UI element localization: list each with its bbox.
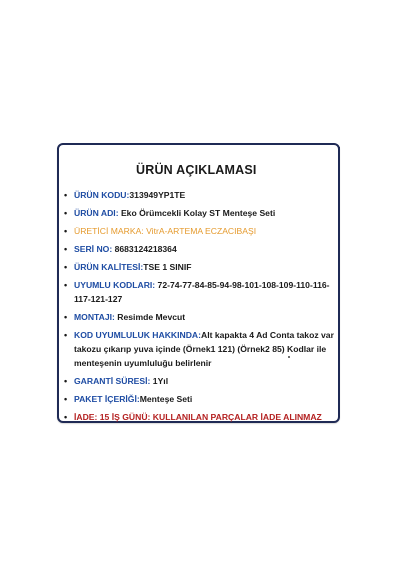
bullet-icon: • <box>64 312 68 322</box>
bullet-icon: • <box>64 394 68 404</box>
card-title: ÜRÜN AÇIKLAMASI <box>136 163 257 177</box>
spec-value: 72-74-77-84-85-94-98-101-108-109-110-116-117-121-127 <box>74 280 330 304</box>
spec-value: Alt kapakta 4 Ad Conta takoz var takozu çıkarıp yuva içinde (Örnek1 121) (Örnek2 85) Kodlar ile menteşenin uyumluluğu belirlenir <box>74 330 334 368</box>
spec-key: ÜRÜN KALİTESİ: <box>74 262 144 272</box>
list-item-product-code <box>64 188 336 202</box>
list-item-return-policy <box>64 410 336 424</box>
list-item-warranty <box>64 374 336 388</box>
spec-key: KOD UYUMLULUK HAKKINDA: <box>74 330 201 340</box>
list-item-package-contents <box>64 392 336 406</box>
spec-value: Resimde Mevcut <box>114 312 186 322</box>
spec-value: Menteşe Seti <box>139 394 193 404</box>
spec-key: İADE: 15 İŞ GÜNÜ: <box>74 412 151 422</box>
spec-value: TSE 1 SINIF <box>143 262 192 272</box>
spec-key: MONTAJI: <box>74 312 115 322</box>
list-item-product-name <box>64 206 336 220</box>
spec-key: UYUMLU KODLARI: <box>74 280 156 290</box>
list-item-code-compatibility <box>64 328 336 370</box>
list-item-product-quality <box>64 260 336 274</box>
bullet-icon: • <box>64 208 68 218</box>
spec-value: 8683124218364 <box>112 244 177 254</box>
list-item-manufacturer-brand <box>64 224 336 238</box>
bullet-icon: • <box>64 262 68 272</box>
spec-value: VitrA-ARTEMA ECZACIBAŞI <box>143 226 257 236</box>
spec-value: 313949YP1TE <box>129 190 186 200</box>
bullet-icon: • <box>64 412 68 422</box>
spec-list <box>64 188 336 428</box>
bullet-icon: • <box>64 330 68 340</box>
spec-key: ÜRETİCİ MARKA: <box>74 226 144 236</box>
spec-key: ÜRÜN ADI: <box>74 208 119 218</box>
product-description-card <box>57 143 340 423</box>
list-item-serial-no <box>64 242 336 256</box>
list-item-installation <box>64 310 336 324</box>
bullet-icon: • <box>64 244 68 254</box>
spec-key: SERİ NO: <box>74 244 113 254</box>
list-item-compatible-codes <box>64 278 336 306</box>
spec-value: KULLANILAN PARÇALAR İADE ALINMAZ <box>150 412 322 422</box>
bullet-icon: • <box>64 280 68 290</box>
spec-key: GARANTİ SÜRESİ: <box>74 376 151 386</box>
spec-key: PAKET İÇERİĞİ: <box>74 394 140 404</box>
spec-key: ÜRÜN KODU: <box>74 190 130 200</box>
spec-value: Eko Örümcekli Kolay ST Menteşe Seti <box>118 208 276 218</box>
bullet-icon: • <box>64 190 68 200</box>
bullet-icon: • <box>64 226 68 236</box>
stray-dot <box>288 356 290 358</box>
bullet-icon: • <box>64 376 68 386</box>
spec-value: 1Yıl <box>150 376 169 386</box>
